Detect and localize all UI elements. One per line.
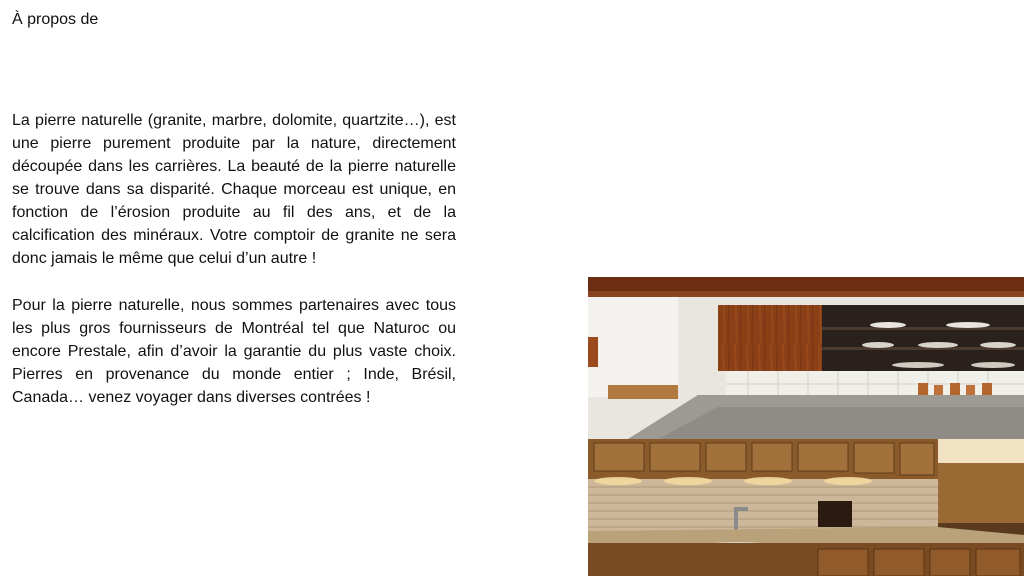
kitchen-photo-modern-image xyxy=(588,277,1024,439)
kitchen-photo-classic-image xyxy=(588,439,1024,576)
kitchen-photo-modern xyxy=(588,277,1024,439)
page-title: À propos de xyxy=(12,11,99,28)
kitchen-photo-classic xyxy=(588,439,1024,576)
paragraph-natural-stone: La pierre naturelle (granite, marbre, dolomite, quartzite…), est une pierre purement produite par la nature, directement découpée dans les carrières. La beauté de la pierre naturelle se trouve dans sa disparité. Chaque morceau est unique, en fonction de l’érosion produite au fil des ans, et de la calcification des minéraux. Votre comptoir de granite ne sera donc jamais le même que celui d’un autre ! xyxy=(12,112,456,267)
description-text xyxy=(12,109,456,433)
paragraph-partners: Pour la pierre naturelle, nous sommes partenaires avec tous les plus gros fournisseurs de Montréal tel que Naturoc ou encore Prestale, afin d’avoir la garantie du plus vaste choix. Pierres en provenance du monde entier ; Inde, Brésil, Canada… venez voyager dans diverses contrées ! xyxy=(12,297,456,406)
